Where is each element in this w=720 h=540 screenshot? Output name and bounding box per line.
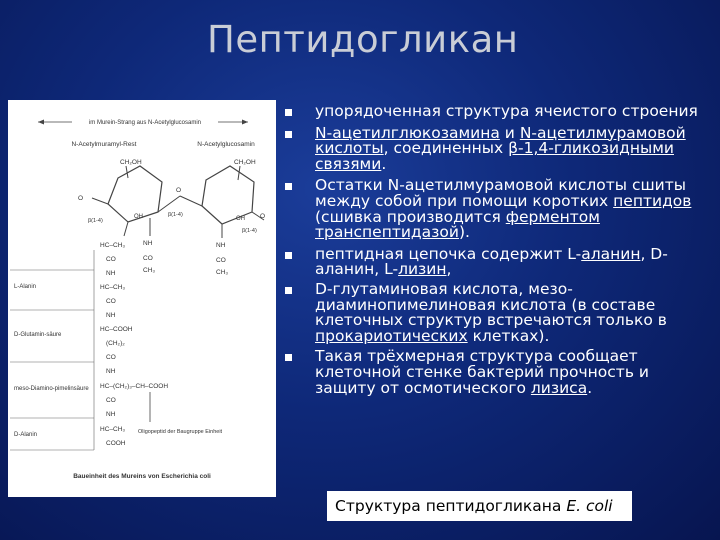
- bullet-text: [315, 176, 691, 241]
- bullet-text-segment: ).: [458, 223, 470, 242]
- svg-text:OH: OH: [236, 216, 245, 222]
- bullet-text-segment: D-глутаминовая кислота, мезо-диаминопимелиновая кислота (в составе клеточных структур встречаются только в: [315, 279, 667, 330]
- bullet-term-link[interactable]: N-ацетилглюкозамина: [315, 123, 500, 142]
- bullet-text-segment: упорядоченная структура ячеистого строения: [315, 102, 698, 120]
- figure-side-label-0: L-Alanin: [14, 284, 37, 290]
- bullet-term-link[interactable]: лизин: [398, 260, 447, 279]
- bullet-item: [283, 104, 713, 120]
- bullet-marker-icon: [285, 131, 292, 138]
- bullet-item: [283, 349, 713, 396]
- bullet-text-segment: .: [381, 154, 387, 173]
- figure-chain-0: HC–CH₃: [100, 242, 126, 249]
- figure-bond-mid: β(1-4): [168, 212, 183, 218]
- figure-chain-1: CO: [106, 256, 116, 263]
- figure-caption: [327, 491, 632, 521]
- figure-chain-10: HC–(CH₂)₃–CH–COOH: [100, 383, 169, 390]
- figure-chain-6: HC–COOH: [100, 326, 133, 333]
- figure-side-label-2: meso-Diamino-pimelinsäure: [14, 386, 89, 392]
- figure-ch2oh-1: CH₂OH: [120, 159, 142, 166]
- bullet-term-link[interactable]: аланин: [581, 244, 641, 263]
- figure-ch2oh-2: CH₂OH: [234, 159, 256, 166]
- bullet-term-link[interactable]: лизиса: [530, 378, 588, 397]
- bullet-text-segment: Остатки N-ацетилмурамовой кислоты сшиты между собой при помощи коротких: [315, 176, 687, 210]
- bullet-text: [315, 280, 667, 345]
- bullet-text: [315, 102, 698, 120]
- figure-chain-5: NH: [106, 312, 116, 319]
- svg-text:O: O: [176, 187, 182, 194]
- bullet-item: [283, 279, 713, 345]
- bullet-text-segment: , D-аланин, L-: [315, 244, 668, 279]
- figure-acetyl-2c: CH₃: [216, 269, 229, 276]
- figure-acetyl-2a: NH: [216, 242, 226, 249]
- figure-sugar2-label: N-Acetylglucosamin: [197, 141, 255, 148]
- figure-chain-11: CO: [106, 397, 116, 404]
- bullet-item: [283, 123, 713, 173]
- bullet-marker-icon: [285, 109, 292, 116]
- figure-chain-13: HC–CH₃: [100, 426, 126, 433]
- caption-text: Структура пептидогликана: [335, 497, 567, 515]
- bullet-marker-icon: [285, 252, 292, 259]
- figure-chain-7: (CH₂)₂: [106, 340, 125, 347]
- figure-side-label-1: D-Glutamin-säure: [14, 332, 62, 338]
- bullet-text-segment: и: [499, 123, 520, 142]
- bullet-term-link[interactable]: N-ацетилмурамовой кислоты: [315, 123, 686, 158]
- figure-acetyl-1b: CO: [143, 255, 153, 262]
- bullet-text-segment: , соединенных: [383, 139, 509, 158]
- bullet-text-segment: пептидная цепочка содержит L-: [315, 244, 582, 263]
- bullet-text-segment: ,: [446, 260, 452, 279]
- bullet-marker-icon: [285, 354, 292, 361]
- bullet-text-segment: Такая трёхмерная структура сообщает клеточной стенке бактерий прочность и защиту от осмотического: [315, 347, 649, 397]
- svg-text:O: O: [260, 213, 266, 220]
- bullet-text-segment: (сшивка производится: [315, 207, 506, 226]
- bullet-text: [315, 245, 668, 279]
- figure-bond-right: β(1-4): [242, 228, 257, 234]
- bullet-list: [283, 104, 713, 396]
- bullet-text: [315, 347, 649, 396]
- figure-chain-8: CO: [106, 354, 116, 361]
- bullet-marker-icon: [285, 287, 292, 294]
- bullet-item: [283, 178, 713, 240]
- svg-text:OH: OH: [134, 214, 143, 220]
- figure-chain-12: NH: [106, 411, 116, 418]
- figure-side-label-3: D-Alanin: [14, 432, 38, 438]
- svg-text:O: O: [78, 195, 84, 202]
- figure-top-label: im Murein-Strang aus N-Acetylglucosamin: [88, 120, 202, 126]
- figure-chain-14: COOH: [106, 440, 126, 447]
- figure-chain-3: HC–CH₃: [100, 284, 126, 291]
- figure-chain-9: NH: [106, 368, 116, 375]
- bullet-text: [315, 124, 686, 173]
- figure-footer: Baueinheit des Mureins von Escherichia coli: [73, 473, 211, 480]
- bullet-term-link[interactable]: β-1,4-гликозидными связями: [315, 139, 674, 173]
- bullet-term-link[interactable]: транспептидазой: [315, 223, 459, 242]
- figure-chain-4: CO: [106, 298, 116, 305]
- slide-title: Пептидогликан: [207, 18, 519, 61]
- bullet-text-segment: клетках).: [467, 326, 550, 345]
- bullet-term-link[interactable]: ферментом: [505, 207, 600, 226]
- figure-acetyl-1c: CH₃: [143, 267, 156, 274]
- bullet-marker-icon: [285, 183, 292, 190]
- peptidoglycan-structure-figure: [8, 100, 276, 497]
- bullet-term-link[interactable]: пептидов: [613, 191, 692, 210]
- caption-species: E. coli: [566, 497, 613, 515]
- bullet-text-segment: .: [587, 378, 593, 397]
- bullet-term-link[interactable]: прокариотических: [315, 326, 468, 345]
- figure-acetyl-2b: CO: [216, 257, 226, 264]
- bullet-item: [283, 244, 713, 279]
- figure-sugar1-label: N-Acetylmuramyl-Rest: [71, 141, 137, 148]
- figure-chain-2: NH: [106, 270, 116, 277]
- figure-note: Oligopeptid der Baugruppe Einheit: [138, 429, 223, 435]
- figure-acetyl-1a: NH: [143, 240, 153, 247]
- figure-bond-left: β(1-4): [88, 218, 103, 224]
